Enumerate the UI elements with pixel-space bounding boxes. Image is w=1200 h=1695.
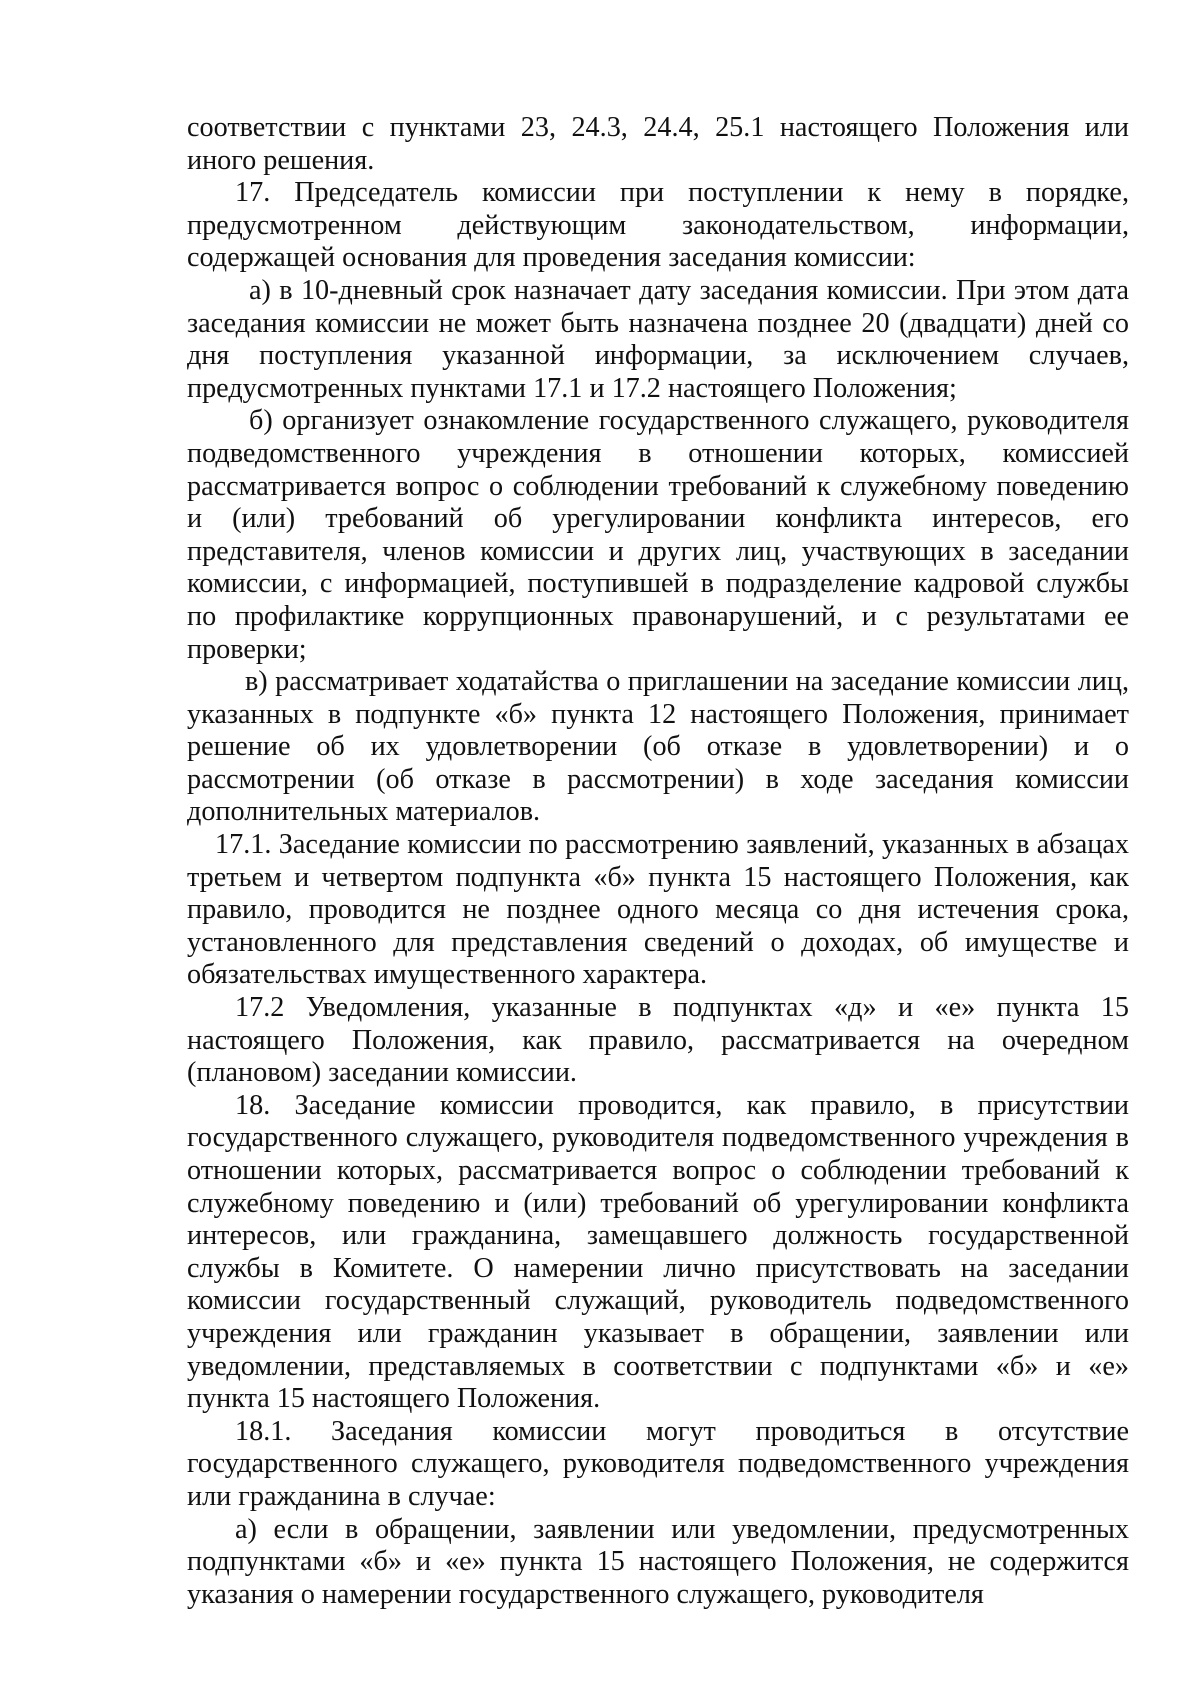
paragraph-17-b: б) организует ознакомление государственного служащего, руководителя подведомственного учреждения в отношении которых, комиссией рассматривается вопрос о соблюдении требований к служебному поведению и (или) требований об урегулировании конфликта интересов, его представителя, членов комиссии и других лиц, участвующих в заседании комиссии, с информацией, поступившей в подразделение кадровой службы по профилактике коррупционных правонарушений, и с результатами ее проверки; bbox=[187, 405, 1129, 665]
document-page bbox=[187, 112, 1129, 1611]
paragraph-18-1: 18.1. Заседания комиссии могут проводиться в отсутствие государственного служащего, руководителя подведомственного учреждения или гражданина в случае: bbox=[187, 1415, 1129, 1512]
paragraph-17: 17. Председатель комиссии при поступлении к нему в порядке, предусмотренном действующим законодательством, информации, содержащей основания для проведения заседания комиссии: bbox=[187, 177, 1129, 274]
paragraph-17-a: а) в 10-дневный срок назначает дату заседания комиссии. При этом дата заседания комиссии не может быть назначена позднее 20 (двадцати) дней со дня поступления указанной информации, за исключением случаев, предусмотренных пунктами 17.1 и 17.2 настоящего Положения; bbox=[187, 274, 1129, 404]
paragraph-18: 18. Заседание комиссии проводится, как правило, в присутствии государственного служащего, руководителя подведомственного учреждения в отношении которых, рассматривается вопрос о соблюдении требований к служебному поведению и (или) требований об урегулировании конфликта интересов, или гражданина, замещавшего должность государственной службы в Комитете. О намерении лично присутствовать на заседании комиссии государственный служащий, руководитель подведомственного учреждения или гражданин указывает в обращении, заявлении или уведомлении, представляемых в соответствии с подпунктами «б» и «е» пункта 15 настоящего Положения. bbox=[187, 1089, 1129, 1415]
paragraph-17-1: 17.1. Заседание комиссии по рассмотрению заявлений, указанных в абзацах третьем и четвертом подпункта «б» пункта 15 настоящего Положения, как правило, проводится не позднее одного месяца со дня истечения срока, установленного для представления сведений о доходах, об имуществе и обязательствах имущественного характера. bbox=[187, 829, 1129, 991]
paragraph-18-1-a: а) если в обращении, заявлении или уведомлении, предусмотренных подпунктами «б» и «е» пункта 15 настоящего Положения, не содержится указания о намерении государственного служащего, руководителя bbox=[187, 1513, 1129, 1610]
paragraph-17-2: 17.2 Уведомления, указанные в подпунктах «д» и «е» пункта 15 настоящего Положения, как правило, рассматривается на очередном (плановом) заседании комиссии. bbox=[187, 992, 1129, 1089]
paragraph-17-v: в) рассматривает ходатайства о приглашении на заседание комиссии лиц, указанных в подпункте «б» пункта 12 настоящего Положения, принимает решение об их удовлетворении (об отказе в удовлетворении) и о рассмотрении (об отказе в рассмотрении) в ходе заседания комиссии дополнительных материалов. bbox=[187, 666, 1129, 828]
paragraph-continuation: соответствии с пунктами 23, 24.3, 24.4, 25.1 настоящего Положения или иного решения. bbox=[187, 112, 1129, 176]
